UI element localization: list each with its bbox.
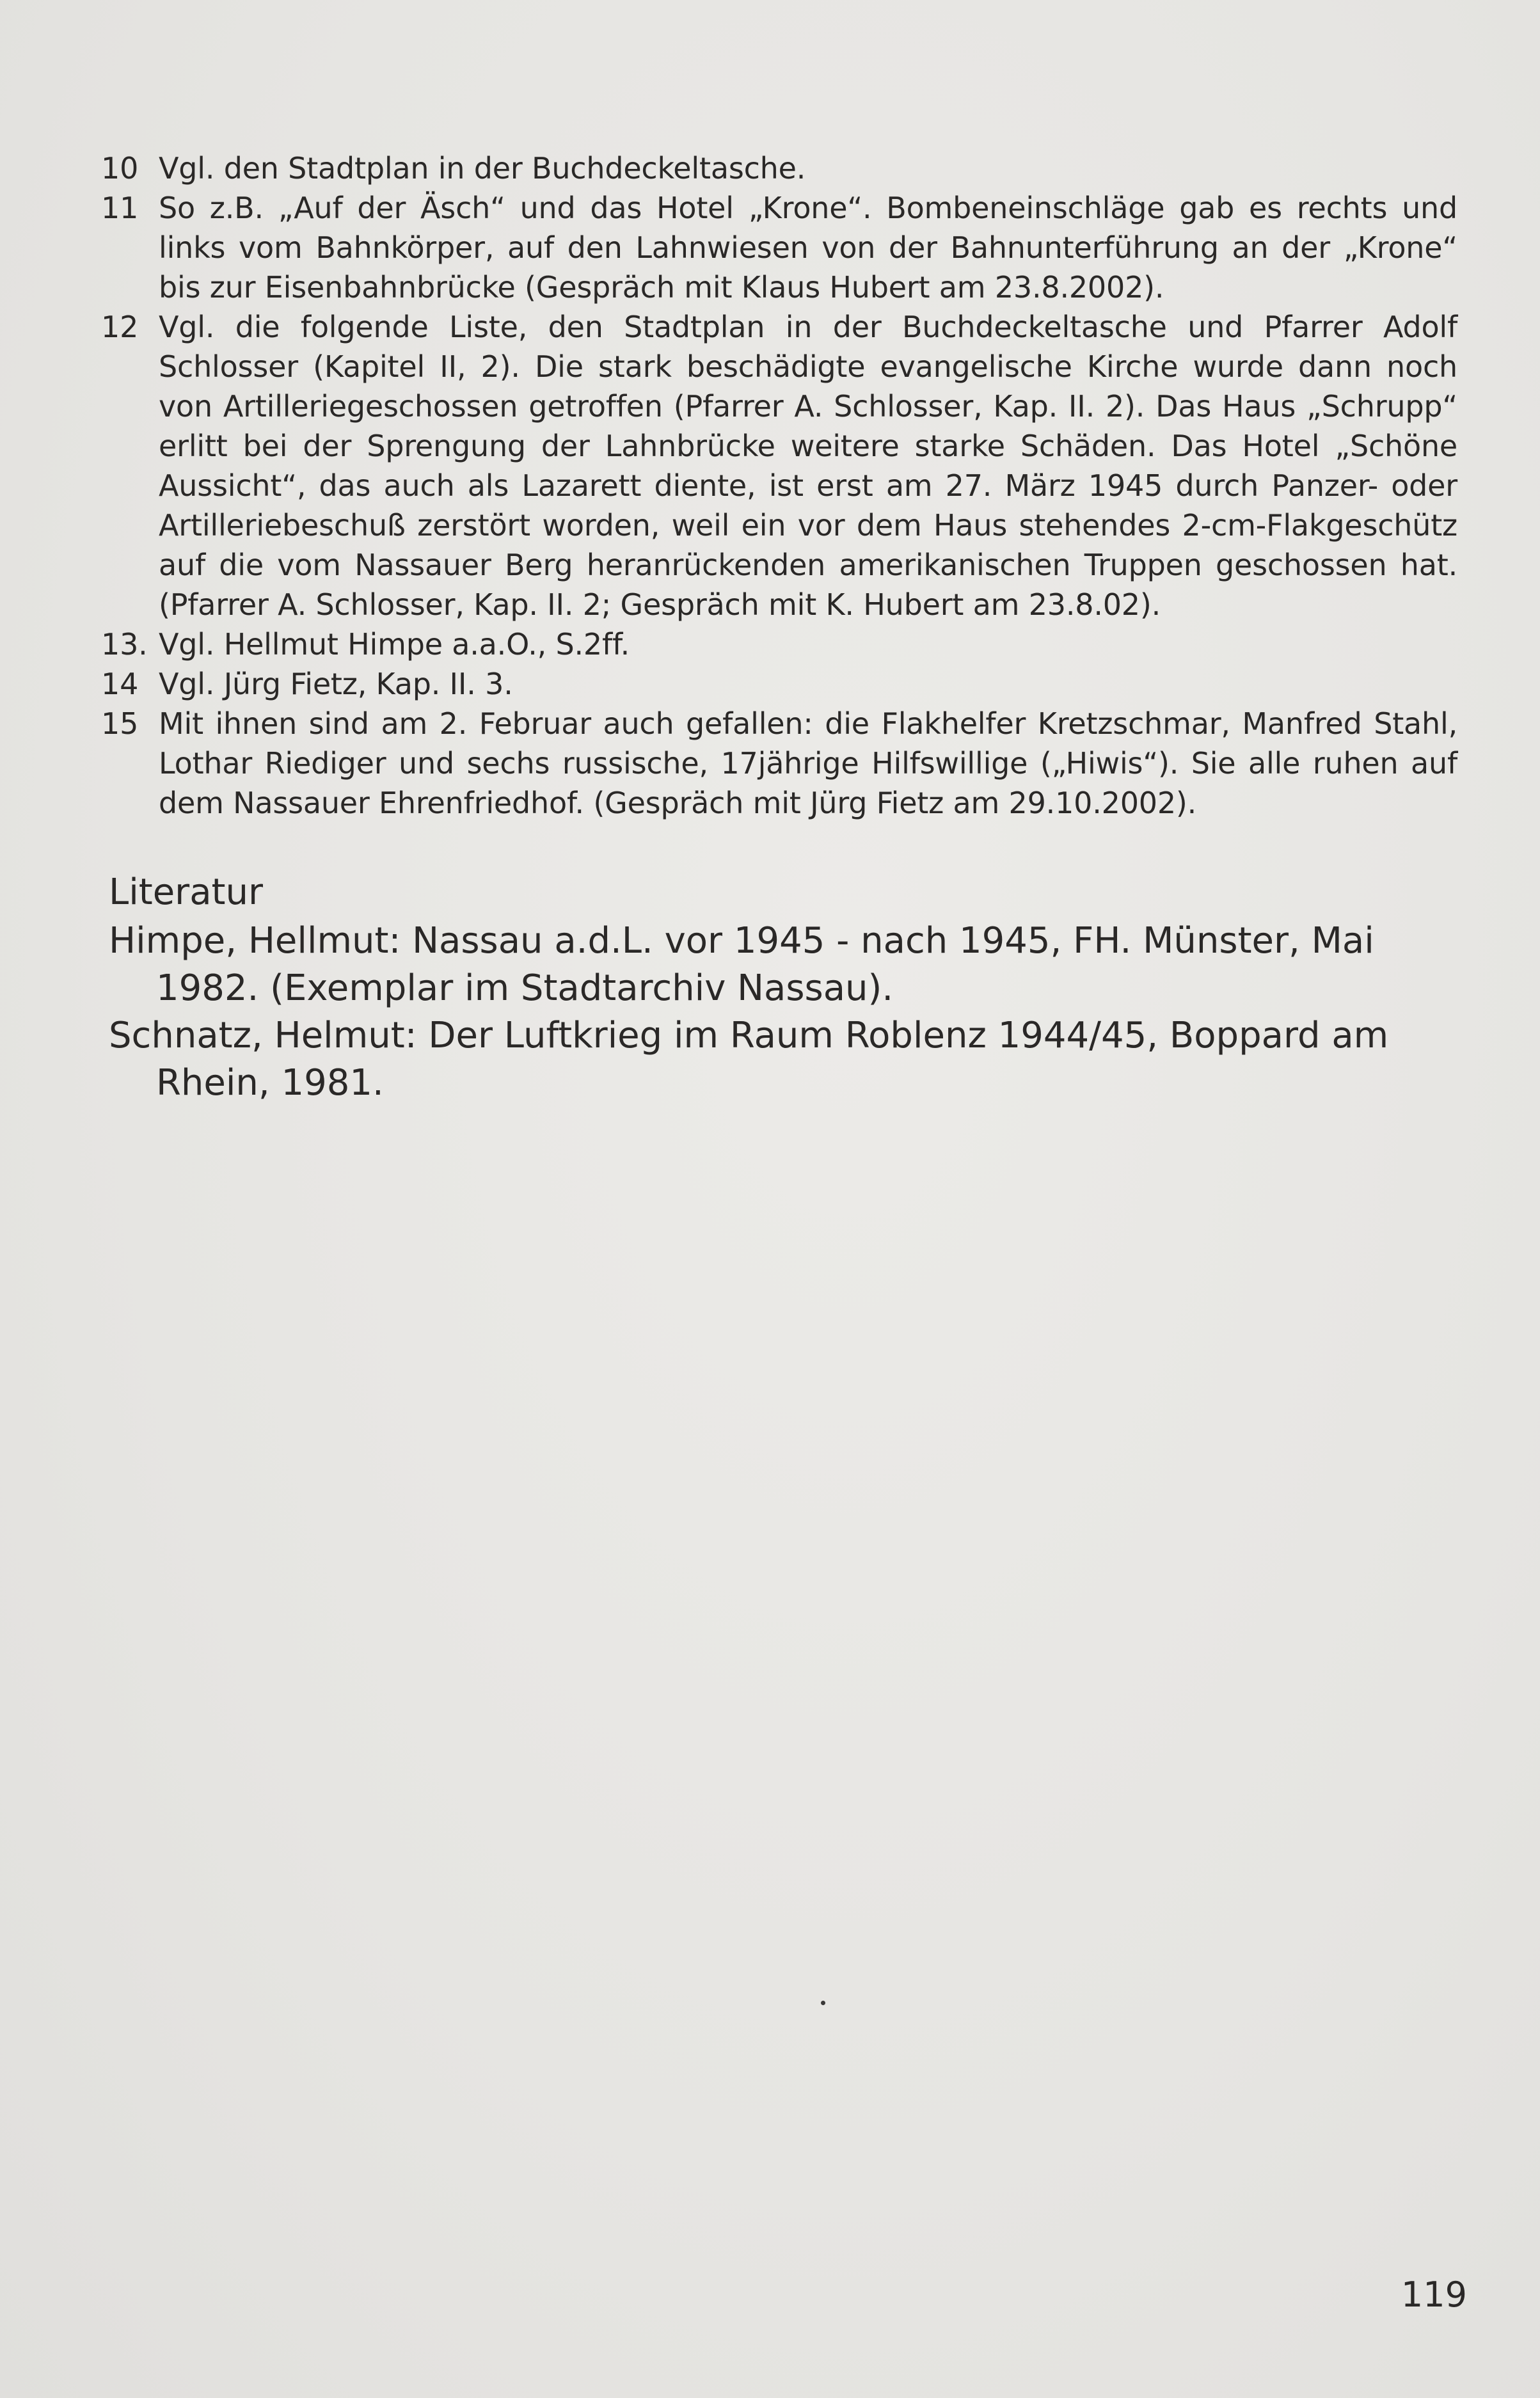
footnote-number: 15 <box>101 706 139 741</box>
footnote-text: Vgl. Hellmut Himpe a.a.O., S.2ff. <box>159 627 630 662</box>
footnote <box>101 148 1457 188</box>
footnotes-section <box>101 148 1457 823</box>
footnote-number: 12 <box>101 310 139 344</box>
footnote <box>101 188 1457 307</box>
footnote <box>101 704 1457 823</box>
literature-entry: Himpe, Hellmut: Nassau a.d.L. vor 1945 - nach 1945, FH. Münster, Mai 1982. (Exemplar im Stadtarchiv Nassau). <box>109 920 1374 1009</box>
footnote-text: Mit ihnen sind am 2. Februar auch gefallen: die Flakhelfer Kretzschmar, Manfred Stahl, Lothar Riediger und sechs russische, 17jährige Hilfswillige („Hiwis“). Sie alle ruhen auf dem Nassauer Ehrenfriedhof. (Gespräch mit Jürg Fietz am 29.10.2002). <box>159 706 1457 820</box>
footnote-text: Vgl. Jürg Fietz, Kap. II. 3. <box>159 667 513 701</box>
literature-entry: Schnatz, Helmut: Der Luftkrieg im Raum Roblenz 1944/45, Boppard am Rhein, 1981. <box>109 1015 1389 1104</box>
footnote-text: Vgl. den Stadtplan in der Buchdeckeltasche. <box>159 151 806 186</box>
literature-heading: Literatur <box>109 871 263 913</box>
footnote-number: 11 <box>101 191 139 225</box>
footnote-number: 14 <box>101 667 139 701</box>
footnote <box>101 307 1457 624</box>
footnote-text: So z.B. „Auf der Äsch“ und das Hotel „Krone“. Bombeneinschläge gab es rechts und links vom Bahnkörper, auf den Lahnwiesen von der Bahnunterführung an der „Krone“ bis zur Eisenbahnbrücke (Gespräch mit Klaus Hubert am 23.8.2002). <box>159 191 1457 305</box>
footnote <box>101 624 1457 664</box>
footnote-number: 10 <box>101 151 139 186</box>
footnote <box>101 664 1457 704</box>
page-number: 119 <box>1401 2275 1467 2315</box>
literature-section <box>109 869 1465 1107</box>
footnote-number: 13. <box>101 627 148 662</box>
ink-dot <box>821 2001 825 2005</box>
footnote-text: Vgl. die folgende Liste, den Stadtplan in der Buchdeckeltasche und Pfarrer Adolf Schlosser (Kapitel II, 2). Die stark beschädigte evangelische Kirche wurde dann noch von Artilleriegeschossen getroffen (Pfarrer A. Schlosser, Kap. II. 2). Das Haus „Schrupp“ erlitt bei der Sprengung der Lahnbrücke weitere starke Schäden. Das Hotel „Schöne Aussicht“, das auch als Lazarett diente, ist erst am 27. März 1945 durch Panzer- oder Artilleriebeschuß zerstört worden, weil ein vor dem Haus stehendes 2-cm-Flakgeschütz auf die vom Nassauer Berg heranrückenden amerikanischen Truppen geschossen hat. (Pfarrer A. Schlosser, Kap. II. 2; Gespräch mit K. Hubert am 23.8.02). <box>159 310 1457 622</box>
